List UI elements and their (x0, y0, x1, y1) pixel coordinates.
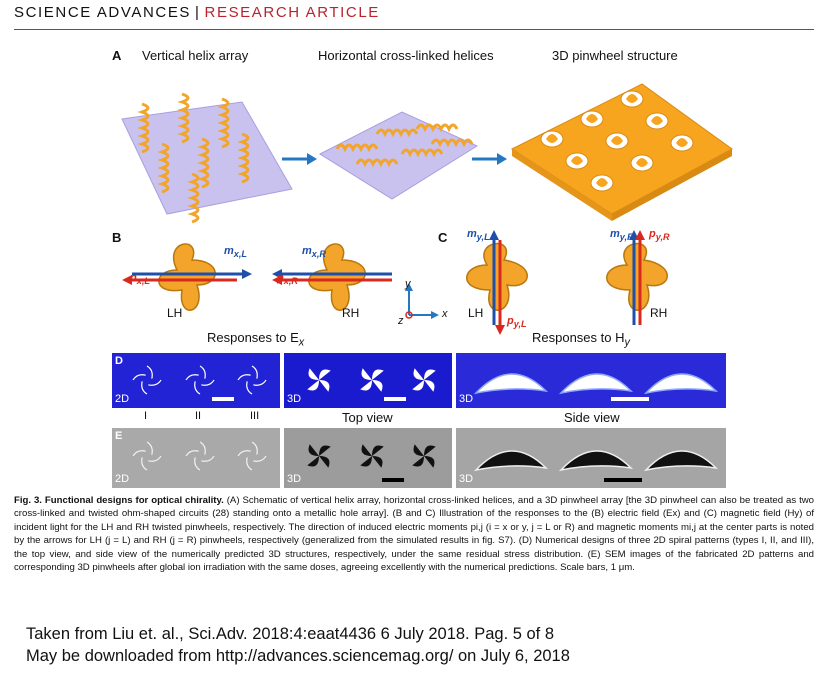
pinwheel-top-sim (284, 353, 452, 408)
type-iii: III (250, 410, 260, 422)
panel-a-title-3: 3D pinwheel structure (552, 48, 678, 63)
figure-3 (112, 40, 822, 500)
side-view-label: Side view (564, 410, 620, 425)
tag-3d-d-side: 3D (459, 393, 474, 405)
axis-z-label: z (398, 315, 404, 327)
p-x-l-label: $p_{x,L}$ (130, 272, 150, 287)
m-y-l-label: $m_{y,L}$ (467, 228, 490, 243)
scale-bar (382, 478, 404, 482)
axis-x-label: x (442, 308, 448, 320)
scale-bar (384, 397, 406, 401)
p-y-l-label: $p_{y,L}$ (507, 315, 527, 330)
footer-line-2: May be downloaded from http://advances.sciencemag.org/ on July 6, 2018 (26, 647, 570, 665)
article-type: RESEARCH ARTICLE (204, 4, 380, 21)
scale-bar (604, 478, 642, 482)
p-y-r-label: $p_{y,R}$ (649, 228, 670, 243)
p-x-r-label: $p_{x,R}$ (277, 272, 298, 287)
pinwheel-side-sim (456, 353, 726, 408)
scale-bar (611, 397, 649, 401)
type-ii: II (195, 410, 202, 422)
arrow-right-icon (282, 153, 317, 165)
m-y-r-label: $m_{y,R}$ (610, 228, 634, 243)
type-i: I (144, 410, 148, 422)
spiral-patterns-sem (112, 428, 280, 488)
rh-label-b: RH (342, 306, 360, 320)
lh-label-c: LH (468, 306, 484, 320)
panel-e-3d-side (456, 428, 726, 488)
rh-label-c: RH (650, 306, 668, 320)
panel-e-2d (112, 428, 280, 488)
pinwheel-side-sem (456, 428, 726, 488)
panel-b-label: B (112, 230, 122, 245)
caption-title: Fig. 3. Functional designs for optical chirality. (14, 495, 224, 506)
pinwheel-top-sem (284, 428, 452, 488)
panel-a-illustration (112, 64, 822, 234)
journal-header (14, 4, 380, 21)
responses-ex: Responses to $E_x$ (207, 330, 305, 349)
tag-3d-e-side: 3D (459, 473, 474, 485)
caption-text: (A) Schematic of vertical helix array, horizontal cross-linked helices, and a 3D pinwheel array [the 3D pinwheel can also be treated as two cross-linked and twisted ohm-shaped circuits (28) standing onto a metallic hole array]. (B and C) Illustration of the responses to the (B) electric field (Ex) and (C) magnetic field (Hy) of incident light for the LH and RH twisted pinwheels, respectively. The direction of induced electric moments pi,j (i = x or y, j = L or R) and magnetic moments mi,j at the center parts is noted by the arrows for LH (j = L) and RH (j = R) pinwheels, respectively (generalized from the simulated results in fig. S7). (D) Numerical designs of three 2D spiral patterns (types I, II, and III), the top view, and side view of the numerically predicted 3D structures, respectively, under the same residual stress distribution. (E) SEM images of the fabricated 2D patterns and corresponding 3D pinwheels after global ion irradiation with the same doses, agreeing excellently with the numerical predictions. Scale bars, 1 μm. (14, 495, 815, 574)
header-rule (14, 29, 814, 30)
arrow-right-icon (472, 153, 507, 165)
journal-name: SCIENCE ADVANCES (14, 4, 192, 21)
tag-2d-e: 2D (115, 473, 130, 485)
footer-line-1: Taken from Liu et. al., Sci.Adv. 2018:4:eaat4436 6 July 2018. Pag. 5 of 8 (26, 625, 555, 643)
responses-hy: Responses to $H_y$ (532, 330, 630, 349)
tag-3d-d-top: 3D (287, 393, 302, 405)
panel-d-label: D (115, 355, 123, 367)
panel-a-label: A (112, 48, 122, 63)
lh-label-b: LH (167, 306, 183, 320)
panel-e-3d-top (284, 428, 452, 488)
m-x-l-label: $m_{x,L}$ (224, 245, 248, 260)
panel-a-title-1: Vertical helix array (142, 48, 249, 63)
panel-d-3d-side (456, 353, 726, 408)
panel-c-label: C (438, 230, 448, 245)
tag-3d-e-top: 3D (287, 473, 302, 485)
header-separator: | (195, 4, 201, 21)
panel-a-title-2: Horizontal cross-linked helices (318, 48, 494, 63)
m-x-r-label: $m_{x,R}$ (302, 245, 327, 260)
scale-bar (212, 397, 234, 401)
top-view-label: Top view (342, 410, 393, 425)
pinwheel-array (512, 84, 732, 214)
panel-d-2d (112, 353, 280, 408)
panel-d-3d-top (284, 353, 452, 408)
tag-2d-d: 2D (115, 393, 130, 405)
axis-y-label: y (405, 278, 411, 290)
panel-e-label: E (115, 430, 123, 442)
footer (26, 623, 570, 667)
figure-caption (14, 494, 814, 574)
spiral-patterns-sim (112, 353, 280, 408)
